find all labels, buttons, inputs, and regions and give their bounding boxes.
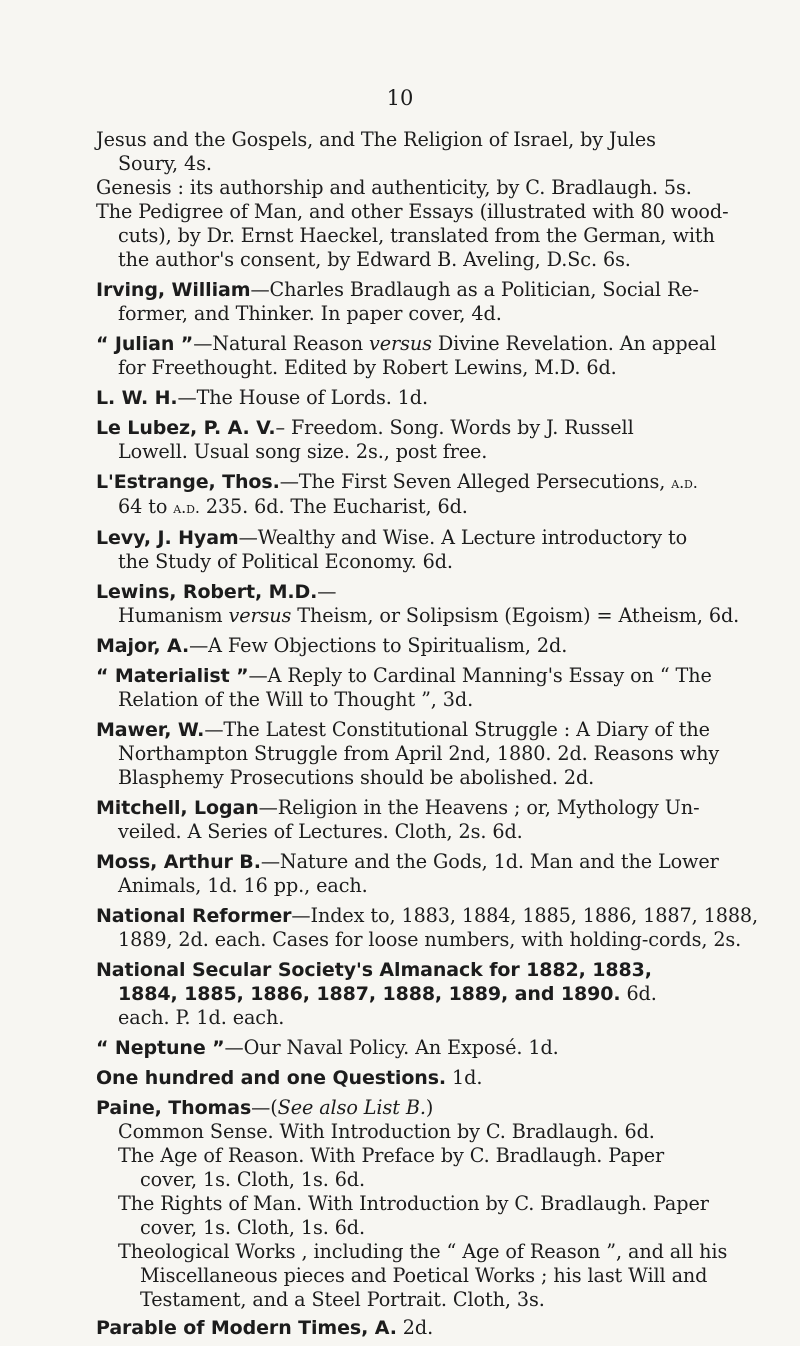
- entry-author: Paine, Thomas: [96, 1097, 252, 1119]
- catalogue-sub-entry: The Rights of Man. With Introduction by C. Bradlaugh. Paper cover, 1s. Cloth, 1s. 6d.: [118, 1192, 709, 1239]
- entry-author: Levy, J. Hyam: [96, 527, 239, 549]
- catalogue-entry: Paine, Thomas—(See also List B.): [96, 1096, 434, 1119]
- catalogue-entry: Le Lubez, P. A. V.– Freedom. Song. Words by J. Russell Lowell. Usual song size. 2s., post free.: [96, 416, 634, 463]
- catalogue-entry: “ Neptune ”—Our Naval Policy. An Exposé. 1d.: [96, 1036, 559, 1059]
- entry-author: L'Estrange, Thos.: [96, 471, 280, 493]
- catalogue-entry: Lewins, Robert, M.D.— Humanism versus Theism, or Solipsism (Egoism) = Atheism, 6d.: [96, 580, 740, 627]
- catalogue-entry: L'Estrange, Thos.—The First Seven Alleged Persecutions, a.d. 64 to a.d. 235. 6d. The Eucharist, 6d.: [96, 470, 698, 518]
- entry-author: Major, A.: [96, 635, 190, 657]
- catalogue-entry: L. W. H.—The House of Lords. 1d.: [96, 386, 428, 409]
- entry-author: Mitchell, Logan: [96, 797, 259, 819]
- catalogue-entry: National Reformer—Index to, 1883, 1884, 1885, 1886, 1887, 1888, 1889, 2d. each. Cases for loose numbers, with holding-cords, 2s.: [96, 904, 759, 951]
- catalogue-entry: Jesus and the Gospels, and The Religion of Israel, by Jules Soury, 4s.: [96, 128, 656, 175]
- catalogue-entry: Mawer, W.—The Latest Constitutional Struggle : A Diary of the Northampton Struggle from April 2nd, 1880. 2d. Reasons why Blasphemy Prosecutions should be abolished. 2d.: [96, 718, 720, 789]
- entry-author: Le Lubez, P. A. V.: [96, 417, 276, 439]
- entry-author: National Reformer: [96, 905, 292, 927]
- catalogue-entry: National Secular Society's Almanack for 1882, 1883, 1884, 1885, 1886, 1887, 1888, 1889, and 1890. 6d. each. P. 1d. each.: [96, 959, 657, 1029]
- entry-title: Parable of Modern Times, A.: [96, 1317, 397, 1339]
- entry-author: Irving, William: [96, 279, 251, 301]
- entry-author: “ Materialist ”: [96, 665, 249, 687]
- catalogue-sub-entry: The Age of Reason. With Preface by C. Bradlaugh. Paper cover, 1s. Cloth, 1s. 6d.: [118, 1144, 665, 1191]
- entry-author: Moss, Arthur B.: [96, 851, 261, 873]
- entry-author: “ Neptune ”: [96, 1037, 225, 1059]
- entry-author: “ Julian ”: [96, 333, 194, 355]
- catalogue-entry: Parable of Modern Times, A. 2d.: [96, 1316, 434, 1339]
- catalogue-sub-entry: Theological Works , including the “ Age of Reason ”, and all his Miscellaneous pieces and Poetical Works ; his last Will and Testament, and a Steel Portrait. Cloth, 3s.: [118, 1240, 728, 1311]
- catalogue-entry: Major, A.—A Few Objections to Spiritualism, 2d.: [96, 634, 568, 657]
- entry-author: L. W. H.: [96, 387, 178, 409]
- catalogue-entry: Genesis : its authorship and authenticity, by C. Bradlaugh. 5s.: [96, 176, 692, 199]
- catalogue-entry: Levy, J. Hyam—Wealthy and Wise. A Lecture introductory to the Study of Political Economy. 6d.: [96, 526, 688, 573]
- catalogue-sub-entry: Common Sense. With Introduction by C. Bradlaugh. 6d.: [118, 1120, 655, 1143]
- catalogue-entry: The Pedigree of Man, and other Essays (illustrated with 80 wood- cuts), by Dr. Ernst Haeckel, translated from the German, with the author's consent, by Edward B. Aveling, D.Sc. 6s.: [96, 200, 729, 271]
- catalogue-entries: [96, 128, 759, 1346]
- catalogue-entry: Moss, Arthur B.—Nature and the Gods, 1d. Man and the Lower Animals, 1d. 16 pp., each.: [96, 850, 719, 897]
- catalogue-entry: Mitchell, Logan—Religion in the Heavens ; or, Mythology Un- veiled. A Series of Lectures. Cloth, 2s. 6d.: [96, 796, 700, 843]
- catalogue-entry: “ Julian ”—Natural Reason versus Divine Revelation. An appeal for Freethought. Edited by Robert Lewins, M.D. 6d.: [96, 332, 717, 379]
- entry-title: One hundred and one Questions.: [96, 1067, 447, 1089]
- catalogue-entry: Irving, William—Charles Bradlaugh as a Politician, Social Re- former, and Thinker. In paper cover, 4d.: [96, 278, 699, 325]
- entry-author: Mawer, W.: [96, 719, 205, 741]
- entry-author: Lewins, Robert, M.D.: [96, 581, 318, 603]
- catalogue-entry: “ Materialist ”—A Reply to Cardinal Manning's Essay on “ The Relation of the Will to Thought ”, 3d.: [96, 664, 712, 711]
- entry-author: National Secular Society's Almanack for 1882, 1883,: [96, 959, 652, 981]
- catalogue-entry: One hundred and one Questions. 1d.: [96, 1066, 483, 1089]
- page-number: 10: [386, 86, 414, 110]
